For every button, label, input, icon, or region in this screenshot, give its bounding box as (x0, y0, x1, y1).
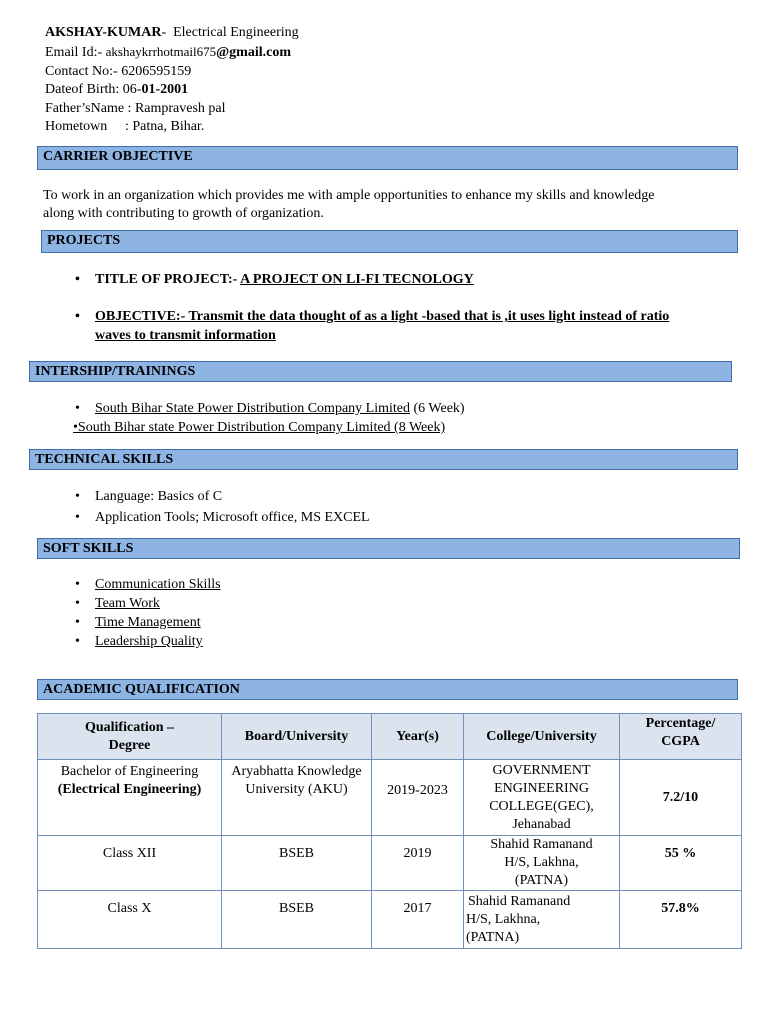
header-name-line (45, 23, 299, 42)
project-title-item (73, 270, 669, 289)
soft-skill-item: • Time Management (73, 613, 221, 632)
email-user: akshaykrrhotmail675 (105, 44, 217, 59)
dob-day: 06- (122, 82, 142, 97)
soft-skills-list (73, 575, 221, 651)
header-qualification: Qualification – Degree (38, 714, 222, 760)
cell-year: 2019 (372, 836, 464, 891)
contact-label: Contact No:- (45, 64, 118, 79)
cell-board: BSEB (222, 836, 372, 891)
section-carrier-objective: CARRIER OBJECTIVE (37, 146, 738, 170)
email-label: Email Id:- (45, 45, 103, 60)
table-row (38, 836, 742, 891)
academic-table (37, 713, 742, 949)
objective-text-line2: along with contributing to growth of organization. (43, 206, 324, 221)
cell-percentage: 55 % (620, 836, 742, 891)
technical-skill-item: • Language: Basics of C (73, 487, 370, 506)
projects-list (73, 270, 669, 345)
internship-list (73, 399, 465, 418)
soft-skill-item: • Communication Skills (73, 575, 221, 594)
hometown-label: Hometown (45, 119, 108, 134)
contact-line (45, 62, 191, 81)
section-projects: PROJECTS (41, 230, 738, 253)
cell-qualification: Bachelor of Engineering (Electrical Engineering) (38, 760, 222, 836)
internship-item (73, 399, 465, 418)
dob-rest: 01-2001 (141, 82, 189, 97)
internship-org-1: South Bihar State Power Distribution Company Limited (95, 401, 410, 416)
header-year: Year(s) (372, 714, 464, 760)
technical-skills-list (73, 487, 370, 527)
cell-college: Shahid Ramanand H/S, Lakhna, (PATNA) (464, 836, 620, 891)
father-line (45, 99, 226, 118)
cell-board: Aryabhatta Knowledge University (AKU) (222, 760, 372, 836)
dob-label: Dateof Birth: (45, 82, 120, 97)
contact-value: 6206595159 (121, 64, 192, 79)
internship-item-2: •South Bihar state Power Distribution Company Limited (8 Week) (73, 420, 446, 435)
name-dash: - (161, 25, 167, 40)
project-objective-line2: waves to transmit information (95, 328, 276, 343)
table-row (38, 760, 742, 836)
project-objective-item (73, 307, 669, 345)
email-line (45, 42, 291, 62)
header-percentage: Percentage/ CGPA (620, 714, 742, 760)
soft-skill-item: • Team Work (73, 594, 221, 613)
section-technical-skills: TECHNICAL SKILLS (29, 449, 738, 470)
header-college: College/University (464, 714, 620, 760)
project-title-label: TITLE OF PROJECT:- (95, 272, 238, 287)
section-internship: INTERSHIP/TRAININGS (29, 361, 732, 382)
cell-college: Shahid Ramanand H/S, Lakhna, (PATNA) (464, 891, 620, 949)
father-value: Rampravesh pal (134, 101, 226, 116)
hometown-value: : Patna, Bihar. (125, 119, 205, 134)
cell-percentage: 57.8% (620, 891, 742, 949)
cell-year: 2017 (372, 891, 464, 949)
dob-line (45, 80, 188, 99)
cell-qualification: Class XII (38, 836, 222, 891)
section-soft-skills: SOFT SKILLS (37, 538, 740, 559)
table-row (38, 891, 742, 949)
project-objective-line1: OBJECTIVE:- Transmit the data thought of as a light -based that is ,it uses light instead of ratio (95, 309, 670, 324)
cell-qualification: Class X (38, 891, 222, 949)
section-academic: ACADEMIC QUALIFICATION (37, 679, 738, 700)
academic-header-row (38, 714, 742, 760)
candidate-branch: Electrical Engineering (173, 25, 299, 40)
hometown-line (45, 117, 204, 136)
objective-text-line1: To work in an organization which provides me with ample opportunities to enhance my skills and knowledge (43, 188, 655, 203)
internship-duration-1: (6 Week) (409, 401, 465, 416)
cell-percentage: 7.2/10 (620, 760, 742, 836)
cell-college: GOVERNMENT ENGINEERING COLLEGE(GEC), Jehanabad (464, 760, 620, 836)
cell-year: 2019-2023 (372, 760, 464, 836)
father-label: Father’sName : (45, 101, 132, 116)
email-domain: @gmail.com (216, 45, 291, 60)
header-board: Board/University (222, 714, 372, 760)
technical-skill-item: • Application Tools; Microsoft office, MS EXCEL (73, 508, 370, 527)
candidate-name: AKSHAY-KUMAR (45, 25, 162, 40)
cell-board: BSEB (222, 891, 372, 949)
soft-skill-item: • Leadership Quality (73, 632, 221, 651)
project-title-value: A PROJECT ON LI-FI TECNOLOGY (240, 272, 474, 287)
